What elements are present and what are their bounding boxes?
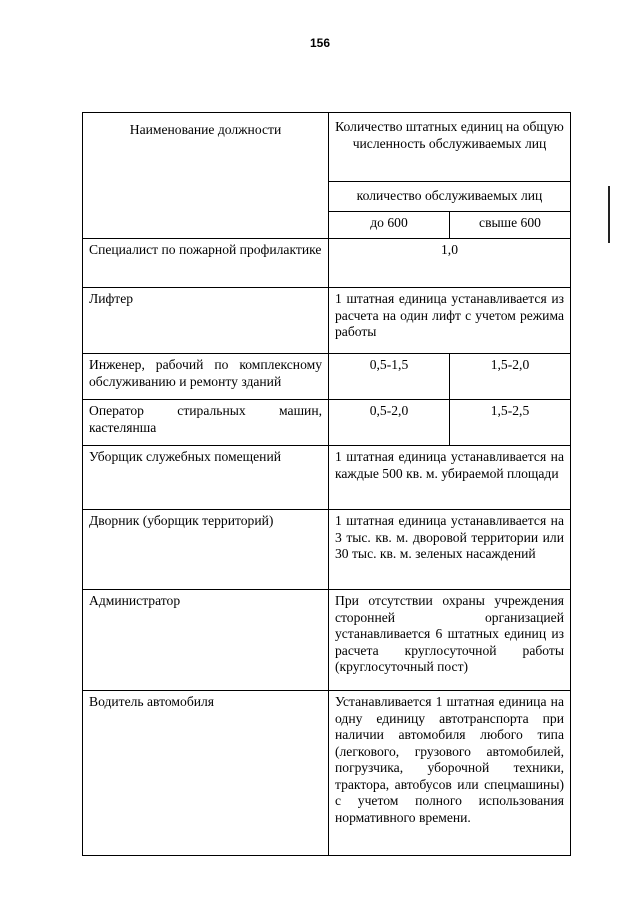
table-row (83, 288, 571, 354)
value-up-to-cell: 0,5-2,0 (329, 400, 450, 446)
position-cell: Администратор (83, 590, 329, 691)
value-cell: 1 штатная единица устанавливается на 3 тыс. кв. м. дворовой территории или 30 тыс. кв. м. зеленых насаждений (329, 510, 571, 590)
value-cell: 1,0 (329, 239, 571, 288)
position-cell: Уборщик служебных помещений (83, 446, 329, 510)
page-number: 156 (309, 36, 331, 50)
header-over-600: свыше 600 (450, 212, 571, 239)
position-cell: Инженер, рабочий по комплексному обслуживанию и ремонту зданий (83, 354, 329, 400)
header-row (83, 113, 571, 182)
header-served-count: количество обслуживаемых лиц (329, 181, 571, 212)
value-cell: Устанавливается 1 штатная единица на одну единицу автотранспорта при наличии автомобиля любого типа (легкового, грузового автомобилей, погрузчика, уборочной техники, трактора, автобусов или спецмашины) с учетом полного использования нормативного времени. (329, 691, 571, 856)
position-cell: Специалист по пожарной профилактике (83, 239, 329, 288)
value-up-to-cell: 0,5-1,5 (329, 354, 450, 400)
value-over-cell: 1,5-2,0 (450, 354, 571, 400)
value-over-cell: 1,5-2,5 (450, 400, 571, 446)
value-cell: 1 штатная единица устанавливается на каждые 500 кв. м. убираемой площади (329, 446, 571, 510)
position-cell: Лифтер (83, 288, 329, 354)
table-row (83, 691, 571, 856)
table-row (83, 446, 571, 510)
header-up-to-600: до 600 (329, 212, 450, 239)
value-cell: При отсутствии охраны учреждения сторонней организацией устанавливается 6 штатных единиц из расчета круглосуточной работы (круглосуточный пост) (329, 590, 571, 691)
header-quantity: Количество штатных единиц на общую численность обслуживаемых лиц (329, 113, 571, 182)
position-cell: Водитель автомобиля (83, 691, 329, 856)
table-row (83, 590, 571, 691)
position-cell: Оператор стиральных машин, кастелянша (83, 400, 329, 446)
table-row (83, 400, 571, 446)
margin-line (608, 186, 610, 243)
table-row (83, 510, 571, 590)
value-cell: 1 штатная единица устанавливается из расчета на один лифт с учетом режима работы (329, 288, 571, 354)
table-row (83, 354, 571, 400)
table-row (83, 239, 571, 288)
staffing-table (82, 112, 571, 856)
position-cell: Дворник (уборщик территорий) (83, 510, 329, 590)
header-position: Наименование должности (83, 113, 329, 239)
